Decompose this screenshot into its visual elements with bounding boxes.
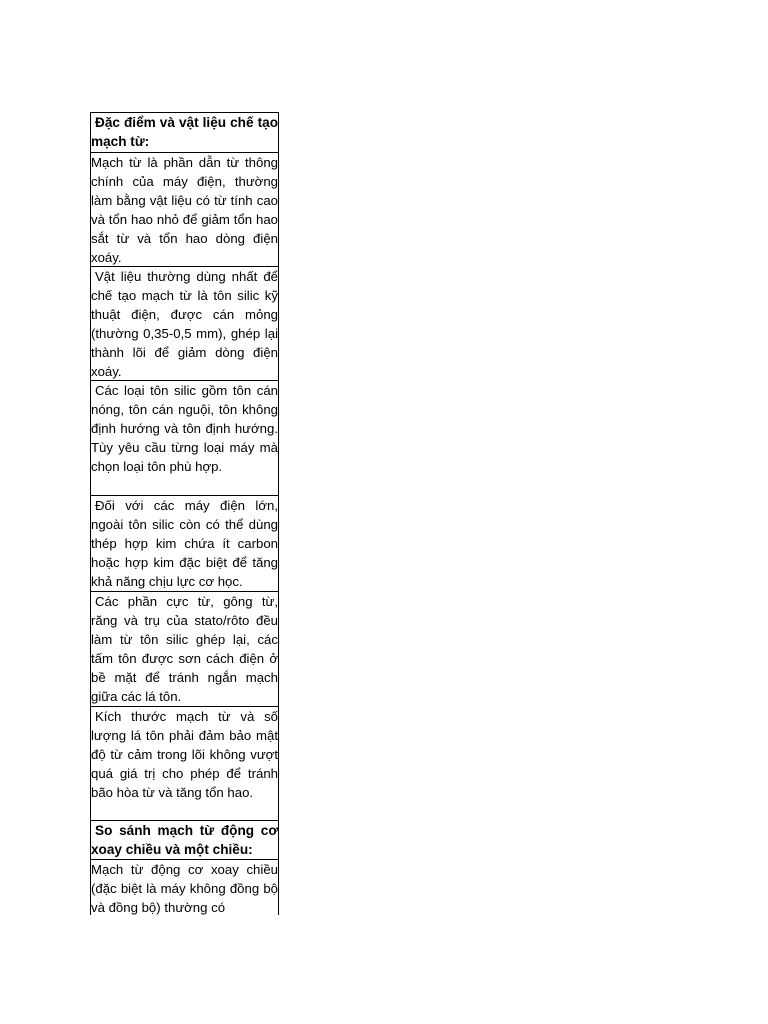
paragraph-text: Mạch từ là phần dẫn từ thông chính của máy điện, thường làm bằng vật liệu có từ tính cao và tổn hao nhỏ để giảm tổn hao sắt từ và tổn hao dòng điện xoáy. (91, 155, 278, 265)
table-row (91, 860, 278, 915)
table-row-heading-comparison (91, 821, 278, 860)
table-row (91, 153, 278, 267)
heading-text: Đặc điểm và vật liệu chế tạo mạch từ: (91, 115, 278, 149)
paragraph-text: Kích thước mạch từ và số lượng lá tôn phải đảm bảo mật độ từ cảm trong lõi không vượt quá giá trị cho phép để tránh bão hòa từ và tăng tổn hao. (91, 709, 278, 800)
heading-text: So sánh mạch từ động cơ xoay chiều và một chiều: (91, 823, 278, 857)
paragraph-text: Các loại tôn silic gồm tôn cán nóng, tôn cán nguội, tôn không định hướng và tôn định hướng. Tùy yêu cầu từng loại máy mà chọn loại tôn phù hợp. (91, 383, 278, 474)
table-row (91, 381, 278, 496)
content-table (90, 112, 279, 915)
table-row-heading-materials (91, 113, 278, 153)
table-row (91, 707, 278, 821)
table-row (91, 267, 278, 381)
paragraph-text: Đối với các máy điện lớn, ngoài tôn silic còn có thể dùng thép hợp kim chứa ít carbon hoặc hợp kim đặc biệt để tăng khả năng chịu lực cơ học. (91, 498, 278, 589)
table-row (91, 496, 278, 592)
paragraph-text: Vật liệu thường dùng nhất để chế tạo mạch từ là tôn silic kỹ thuật điện, được cán mỏng (thường 0,35-0,5 mm), ghép lại thành lõi để giảm dòng điện xoáy. (91, 269, 278, 379)
paragraph-text: Các phần cực từ, gông từ, răng và trụ của stato/rôto đều làm từ tôn silic ghép lại, các tấm tôn được sơn cách điện ở bề mặt để tránh ngắn mạch giữa các lá tôn. (91, 594, 278, 704)
table-row (91, 592, 278, 707)
paragraph-text: Mạch từ động cơ xoay chiều (đặc biệt là máy không đồng bộ và đồng bộ) thường có (91, 862, 278, 915)
